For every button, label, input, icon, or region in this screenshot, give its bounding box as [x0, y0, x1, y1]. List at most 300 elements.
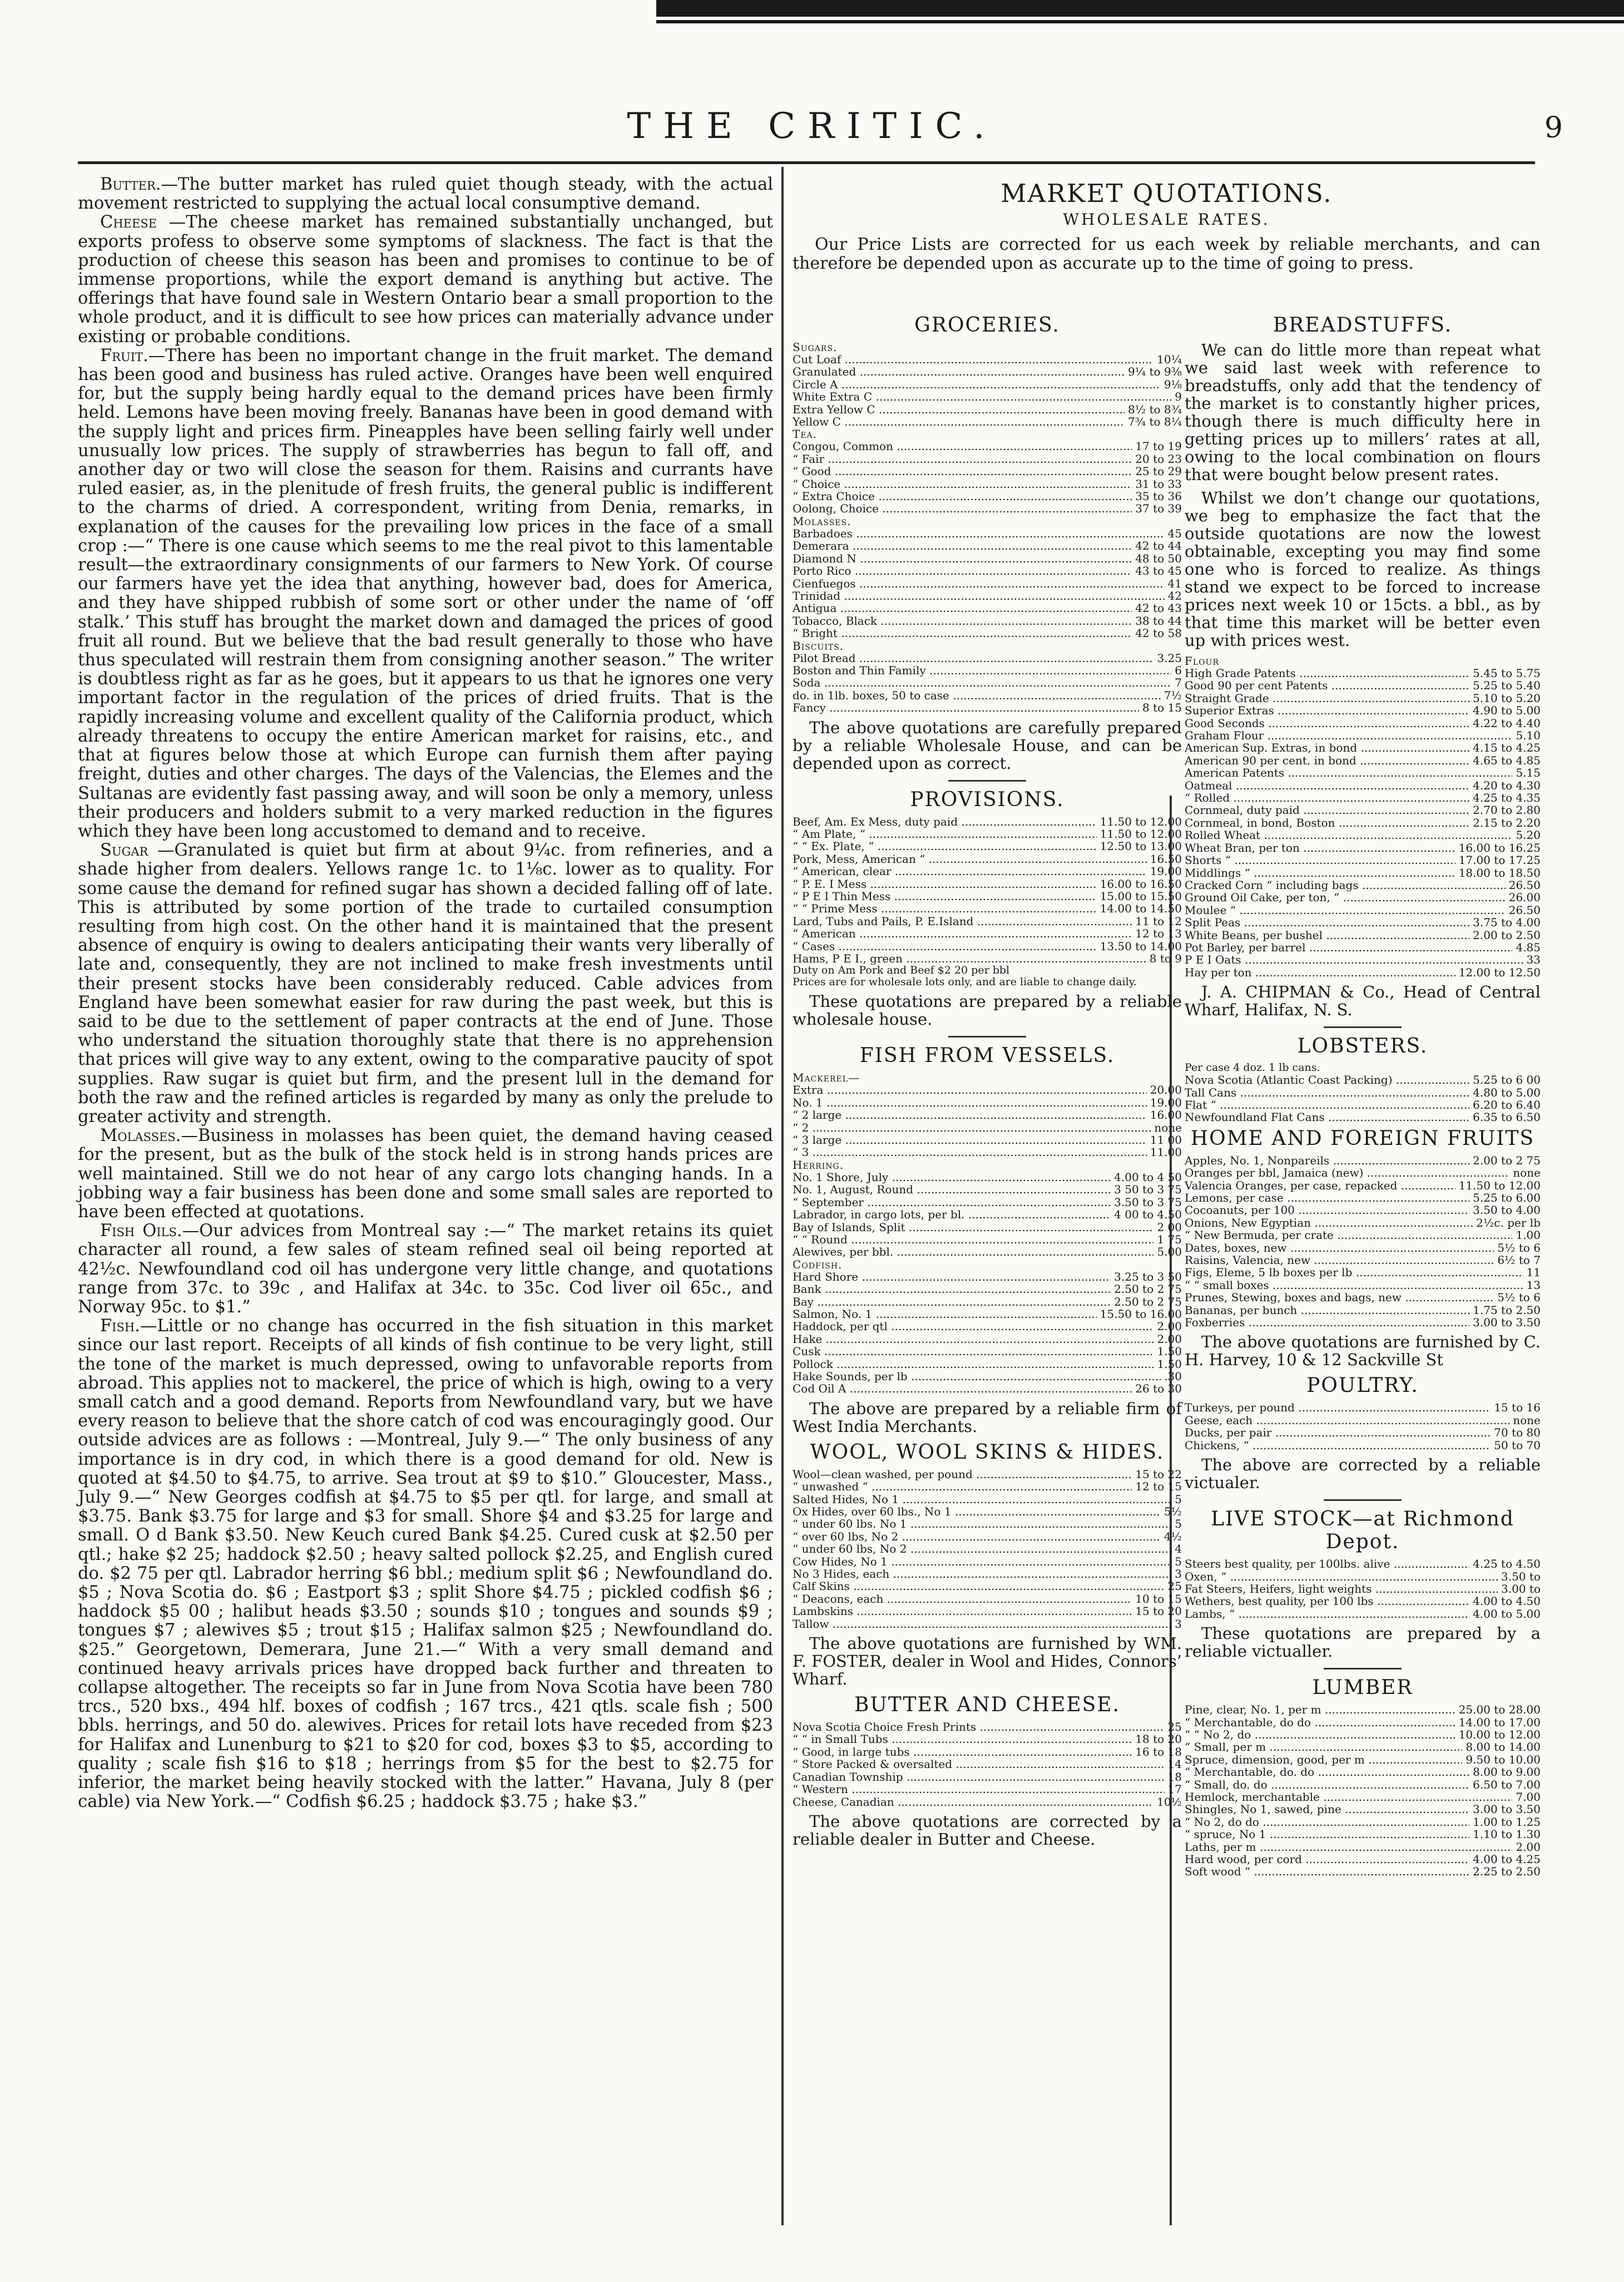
- item-price: 2 00: [1157, 1220, 1182, 1234]
- item-name: Salted Hides, No 1 .....: [793, 1493, 1171, 1505]
- item-price: 5.00: [1157, 1245, 1182, 1259]
- item-price: 31 to 33: [1135, 477, 1182, 491]
- fish-from-vessels-category: Herring.: [793, 1158, 844, 1172]
- item-name: Geese, each .....: [1185, 1414, 1509, 1426]
- groceries-row: [793, 453, 1182, 465]
- item-price: 16.50: [1150, 852, 1182, 866]
- groceries-row: [793, 664, 1182, 676]
- item-name: Congou, Common .....: [793, 440, 1132, 452]
- lumber-row: [1185, 1754, 1541, 1766]
- item-name: Porto Rico .....: [793, 565, 1132, 577]
- lumber-title: LUMBER: [1312, 1676, 1413, 1700]
- butter-and-cheese-row: [793, 1746, 1182, 1758]
- breadstuffs-category: Flour: [1185, 654, 1219, 668]
- home-foreign-fruits-row: [1185, 1279, 1541, 1291]
- item-price: 3.00 to: [1501, 1582, 1541, 1596]
- item-price: 4.25 to 4.50: [1473, 1557, 1541, 1571]
- item-price: none: [1513, 1166, 1541, 1180]
- item-name: Cracked Corn “ including bags .....: [1185, 879, 1506, 891]
- item-name: Pork, Mess, American “ .....: [793, 853, 1147, 865]
- item-price: 3.50 to 3 75: [1114, 1195, 1182, 1209]
- breadstuffs-row: [1185, 779, 1541, 792]
- item-name: Dates, boxes, new .....: [1185, 1242, 1494, 1254]
- item-name: “ unwashed “ .....: [793, 1480, 1132, 1493]
- section-rule: [948, 780, 1026, 782]
- item-name: Fat Steers, Heifers, light weights .....: [1185, 1583, 1498, 1595]
- wool-skins-hides-row: [793, 1568, 1182, 1580]
- item-price: 25.00 to 28.00: [1458, 1703, 1541, 1717]
- groceries-row: [793, 465, 1182, 477]
- middle-column: [793, 312, 1182, 1854]
- item-price: 4½: [1163, 1529, 1182, 1543]
- header-rule: [78, 161, 1535, 164]
- item-price: 10½: [1157, 1795, 1182, 1809]
- provisions-row: [793, 816, 1182, 828]
- item-name: Hake .....: [793, 1333, 1153, 1345]
- live-stock-row: [1185, 1595, 1541, 1607]
- item-price: 10¼: [1157, 353, 1182, 366]
- item-price: 2.70 to 2.80: [1473, 803, 1541, 817]
- groceries-note: The above quotations are carefully prepared by a reliable Wholesale House, and can be depended upon as correct.: [793, 718, 1182, 773]
- item-price: 18.00 to 18.50: [1458, 866, 1541, 880]
- item-price: 7.00: [1516, 1790, 1541, 1804]
- item-name: “ 2 .....: [793, 1122, 1151, 1134]
- item-name: Superior Extras .....: [1185, 704, 1469, 717]
- item-price: 4.25 to 4.35: [1473, 791, 1541, 805]
- item-price: 1.10 to 1.30: [1473, 1827, 1541, 1841]
- breadstuffs-paragraph: We can do little more than repeat what we said last week with reference to breadstuffs, only add that the tendency of the market is to constantly higher prices, though there is much difficulty here in getting prices up to millers’ rates at all, owing to the local combination on flours that were bought below present rates.: [1185, 340, 1541, 484]
- wool-skins-hides-row: [793, 1618, 1182, 1630]
- item-name: “ Good .....: [793, 465, 1132, 477]
- item-price: 1.50: [1157, 1345, 1182, 1359]
- breadstuffs-row: [1185, 929, 1541, 941]
- item-name: Straight Grade .....: [1185, 692, 1469, 704]
- live-stock-title: LIVE STOCK—at Richmond Depot.: [1211, 1508, 1514, 1554]
- lumber-row: [1185, 1828, 1541, 1840]
- breadstuffs-row: [1185, 704, 1541, 717]
- fish-from-vessels-row: [793, 1146, 1182, 1158]
- wool-skins-hides-row: [793, 1605, 1182, 1617]
- item-name: do. in 1lb. boxes, 50 to case .....: [793, 689, 1161, 702]
- item-name: Labrador, in cargo lots, per bl. .....: [793, 1208, 1111, 1221]
- item-price: 8.00 to 9.00: [1473, 1765, 1541, 1779]
- item-price: 26.50: [1508, 903, 1541, 917]
- provisions-row: [793, 940, 1182, 952]
- item-name: “ Merchantable, do do .....: [1185, 1716, 1455, 1728]
- item-price: 43 to 45: [1135, 564, 1182, 578]
- item-price: 2.00 to 2.50: [1473, 928, 1541, 942]
- poultry-title: POULTRY.: [1306, 1374, 1419, 1397]
- item-price: 7½: [1163, 688, 1182, 702]
- fish-from-vessels-row: [793, 1246, 1182, 1258]
- live-stock-row: [1185, 1570, 1541, 1583]
- lobsters-row: [1185, 1074, 1541, 1086]
- butter-and-cheese-row: [793, 1771, 1182, 1783]
- item-name: Oatmeal .....: [1185, 779, 1469, 792]
- provisions-row: [793, 865, 1182, 877]
- lobsters-row: [1185, 1086, 1541, 1099]
- groceries-row: [793, 416, 1182, 428]
- item-price: 8 to 15: [1142, 701, 1182, 715]
- item-price: 9.50 to 10.00: [1465, 1752, 1541, 1766]
- paragraph-text: —Granulated is quiet but firm at about 9¼c. from refineries, and a shade higher from dealers. Yellows range 1c. to 1⅛c. lower as to quality. For some cause the demand for refined sugar has shown a decided falling off of late. This is attributed by some portion of the trade to curtailed consumption resulting from high cost. On the other hand it is maintained that the present absence of enquiry is owing to dealers anticipating their wants very liberally of late and, consequently, they are not inclined to make fresh investments until their present stocks have been considerably reduced. Cable advices from England have been somewhat easier for raw during the past week, but this is said to be due to the settlement of paper contracts at the end of June. Those who understand the situation thoroughly state that there is no apprehension that prices will give way to any extent, owing to the comparative paucity of spot supplies. Raw sugar is quiet but firm, and the present lull in the demand for both the raw and the refined articles is regarded by many as only the prelude to greater activity and strength.: [78, 841, 773, 1127]
- breadstuffs-row: [1185, 742, 1541, 754]
- butter-and-cheese-title: BUTTER AND CHEESE.: [854, 1693, 1120, 1717]
- item-name: Cornmeal, in bond, Boston .....: [1185, 817, 1469, 829]
- item-price: 25: [1167, 1720, 1182, 1734]
- fish-from-vessels-row: [793, 1358, 1182, 1370]
- item-price: 3.25: [1157, 651, 1182, 665]
- wool-skins-hides-row: [793, 1593, 1182, 1605]
- wool-skins-hides-note: The above quotations are furnished by WM. F. FOSTER, dealer in Wool and Hides, Connors’ Wharf.: [793, 1634, 1182, 1689]
- item-price: 5½ to 6: [1497, 1241, 1541, 1254]
- fish-from-vessels-row: [793, 1096, 1182, 1109]
- item-name: Soft wood “ .....: [1185, 1865, 1469, 1878]
- home-foreign-fruits-row: [1185, 1204, 1541, 1216]
- fish-from-vessels-row: [793, 1333, 1182, 1345]
- wool-skins-hides-row: [793, 1468, 1182, 1480]
- breadstuffs-row: [1185, 966, 1541, 979]
- item-price: 6: [1175, 663, 1182, 677]
- lumber-row: [1185, 1741, 1541, 1753]
- item-name: Cut Loaf .....: [793, 353, 1153, 365]
- wool-skins-hides-row: [793, 1518, 1182, 1530]
- item-price: 18 to 20: [1135, 1732, 1182, 1746]
- lumber-row: [1185, 1865, 1541, 1878]
- item-price: 15 to 22: [1135, 1467, 1182, 1481]
- item-name: American Sup. Extras, in bond .....: [1185, 742, 1469, 754]
- breadstuffs-row: [1185, 804, 1541, 816]
- item-price: 12.50 to 13.00: [1100, 839, 1182, 853]
- item-price: 3 50 to 3 75: [1114, 1183, 1182, 1197]
- provisions-row: [793, 915, 1182, 927]
- column-rule-1: [781, 167, 784, 2225]
- groceries-row: [793, 689, 1182, 702]
- groceries-row: [793, 353, 1182, 365]
- item-name: Figs, Eleme, 5 lb boxes per lb .....: [1185, 1266, 1523, 1278]
- item-price: 11.50 to 12.00: [1100, 814, 1182, 828]
- home-foreign-fruits-row: [1185, 1217, 1541, 1229]
- wool-skins-hides-row: [793, 1555, 1182, 1568]
- poultry-section: [1185, 1374, 1541, 1491]
- lumber-row: [1185, 1853, 1541, 1865]
- item-name: Good 90 per cent Patents .....: [1185, 679, 1469, 691]
- item-price: 7¾ to 8¼: [1127, 415, 1182, 429]
- fish-from-vessels-row: [793, 1320, 1182, 1332]
- item-price: 8 to 9: [1149, 952, 1182, 966]
- paragraph-lead: Fish Oils.: [100, 1221, 182, 1241]
- item-name: Extra .....: [793, 1084, 1147, 1096]
- item-name: Nova Scotia (Atlantic Coast Packing) .....: [1185, 1074, 1469, 1086]
- breadstuffs-row: [1185, 729, 1541, 742]
- item-name: Pine, clear, No. 1, per m .....: [1185, 1703, 1455, 1716]
- item-price: 3.75 to 4.00: [1473, 916, 1541, 930]
- item-price: 5.10: [1516, 729, 1541, 743]
- item-name: Good Seconds .....: [1185, 717, 1469, 729]
- fish-from-vessels-row: [793, 1196, 1182, 1208]
- item-name: “ 3 .....: [793, 1146, 1147, 1158]
- item-name: “ P E I Thin Mess .....: [793, 890, 1097, 902]
- item-price: 4.65 to 4.85: [1473, 753, 1541, 767]
- item-name: Pollock .....: [793, 1358, 1153, 1370]
- item-name: Lambs, “ .....: [1185, 1608, 1469, 1620]
- lobsters-row: [1185, 1111, 1541, 1123]
- item-name: Calf Skins .....: [793, 1580, 1165, 1592]
- item-name: Spruce, dimension, good, per m .....: [1185, 1754, 1462, 1766]
- groceries-row: [793, 478, 1182, 490]
- item-price: 3: [1175, 1567, 1182, 1581]
- wool-skins-hides-title: WOOL, WOOL SKINS & HIDES.: [810, 1440, 1165, 1464]
- item-name: Valencia Oranges, per case, repacked .....: [1185, 1179, 1455, 1192]
- poultry-row: [1185, 1414, 1541, 1426]
- item-price: 2.15 to 2.20: [1473, 816, 1541, 829]
- item-name: Foxberries .....: [1185, 1316, 1469, 1328]
- item-name: Circle A .....: [793, 378, 1161, 391]
- provisions-row: [793, 840, 1182, 852]
- item-name: “ “ Prime Mess .....: [793, 902, 1097, 915]
- lumber-row: [1185, 1728, 1541, 1741]
- fish-from-vessels-row: [793, 1221, 1182, 1233]
- item-name: White Extra C .....: [793, 391, 1171, 403]
- breadstuffs-row: [1185, 717, 1541, 729]
- item-price: 6.20 to 6.40: [1473, 1098, 1541, 1112]
- lumber-row: [1185, 1779, 1541, 1791]
- item-price: 4: [1175, 1542, 1182, 1556]
- item-price: 10 to 15: [1135, 1592, 1182, 1606]
- breadstuffs-section: [1185, 314, 1541, 1019]
- item-price: 26 to 30: [1135, 1382, 1182, 1396]
- item-price: 1 75: [1157, 1232, 1182, 1246]
- item-price: 1.00: [1516, 1228, 1541, 1242]
- item-price: 12 to 15: [1135, 1480, 1182, 1494]
- paragraph-text: —The butter market has ruled quiet though steady, with the actual movement restricted to supplying the actual local consumptive demand.: [78, 175, 773, 214]
- groceries-row: [793, 565, 1182, 577]
- item-price: 15.00 to 15.50: [1100, 890, 1182, 903]
- live-stock-row: [1185, 1608, 1541, 1620]
- breadstuffs-title: BREADSTUFFS.: [1273, 314, 1453, 337]
- item-name: “ Fair .....: [793, 453, 1132, 465]
- home-foreign-fruits-row: [1185, 1192, 1541, 1204]
- item-price: 20 to 23: [1135, 452, 1182, 466]
- wool-skins-hides-row: [793, 1580, 1182, 1592]
- breadstuffs-row: [1185, 954, 1541, 966]
- item-price: 70 to 80: [1494, 1426, 1541, 1440]
- item-name: “ Bright .....: [793, 627, 1132, 639]
- home-foreign-fruits-section: [1185, 1127, 1541, 1369]
- item-price: 17 to 19: [1135, 439, 1182, 453]
- item-name: Split Peas .....: [1185, 916, 1469, 928]
- item-price: 42: [1167, 589, 1182, 602]
- groceries-row: [793, 540, 1182, 552]
- item-price: 25 to 29: [1135, 465, 1182, 478]
- live-stock-section: [1185, 1499, 1541, 1660]
- item-name: Lard, Tubs and Pails, P. E.Island .....: [793, 915, 1132, 927]
- item-price: 6.50 to 7.00: [1473, 1777, 1541, 1791]
- groceries-category: Molasses.: [793, 514, 851, 528]
- item-price: 11 00: [1150, 1133, 1182, 1147]
- item-price: 9¼ to 9⅜: [1127, 365, 1182, 379]
- item-name: Trinidad .....: [793, 590, 1165, 602]
- item-name: Fancy .....: [793, 702, 1139, 714]
- wool-skins-hides-row: [793, 1505, 1182, 1518]
- fish-from-vessels-row: [793, 1296, 1182, 1308]
- poultry-row: [1185, 1439, 1541, 1451]
- item-name: “ under 60 lbs, No 2 .....: [793, 1543, 1171, 1555]
- masthead-title: THE CRITIC.: [627, 106, 997, 147]
- breadstuffs-row: [1185, 692, 1541, 704]
- item-name: Wheat Bran, per ton .....: [1185, 842, 1455, 854]
- item-name: “ Deacons, each .....: [793, 1593, 1132, 1605]
- breadstuffs-row: [1185, 817, 1541, 829]
- groceries-title: GROCERIES.: [914, 314, 1060, 337]
- item-price: .30: [1164, 1369, 1182, 1383]
- item-name: “ New Bermuda, per crate .....: [1185, 1229, 1512, 1241]
- item-price: 1.75 to 2.50: [1473, 1303, 1541, 1317]
- fish-from-vessels-row: [793, 1370, 1182, 1382]
- fish-from-vessels-category: Codfish.: [793, 1257, 843, 1271]
- item-name: Cheese, Canadian .....: [793, 1796, 1153, 1808]
- item-name: “ Merchantable, do. do .....: [1185, 1766, 1469, 1778]
- item-name: Wool—clean washed, per pound .....: [793, 1468, 1132, 1480]
- home-foreign-fruits-note: The above quotations are furnished by C. H. Harvey, 10 & 12 Sackville St: [1185, 1332, 1541, 1370]
- item-name: Tall Cans .....: [1185, 1086, 1469, 1099]
- item-price: 4.20 to 4.30: [1473, 778, 1541, 792]
- butter-and-cheese-row: [793, 1758, 1182, 1770]
- provisions-row: [793, 853, 1182, 865]
- wool-skins-hides-row: [793, 1530, 1182, 1543]
- breadstuffs-note: J. A. CHIPMAN & Co., Head of Central Wharf, Halifax, N. S.: [1185, 982, 1541, 1020]
- article-paragraph: [78, 213, 773, 346]
- item-name: Onions, New Egyptian .....: [1185, 1217, 1473, 1229]
- item-price: 16.00: [1150, 1108, 1182, 1122]
- item-name: Chickens, “ .....: [1185, 1439, 1491, 1451]
- item-name: Yellow C .....: [793, 416, 1125, 428]
- item-name: Wethers, best quality, per 100 lbs .....: [1185, 1595, 1469, 1607]
- wool-skins-hides-row: [793, 1493, 1182, 1505]
- item-price: 11.00: [1150, 1145, 1182, 1159]
- breadstuffs-row: [1185, 767, 1541, 779]
- item-price: 42 to 58: [1135, 626, 1182, 640]
- section-rule: [948, 1036, 1026, 1038]
- item-price: 5.10 to 5.20: [1473, 691, 1541, 705]
- groceries-row: [793, 490, 1182, 502]
- butter-and-cheese-note: The above quotations are corrected by a reliable dealer in Butter and Cheese.: [793, 1811, 1182, 1849]
- butter-and-cheese-row: [793, 1721, 1182, 1733]
- item-name: Bananas, per bunch .....: [1185, 1304, 1469, 1316]
- live-stock-row: [1185, 1558, 1541, 1570]
- top-border-thin: [656, 20, 1624, 23]
- item-name: “ Extra Choice .....: [793, 490, 1132, 502]
- item-name: Cienfuegos .....: [793, 577, 1165, 590]
- item-price: 9: [1175, 390, 1182, 404]
- item-price: 8.00 to 14.00: [1465, 1740, 1541, 1754]
- item-name: Extra Yellow C .....: [793, 403, 1125, 416]
- fish-from-vessels-row: [793, 1208, 1182, 1221]
- live-stock-note: These quotations are prepared by a reliable victualler.: [1185, 1624, 1541, 1661]
- item-name: Ox Hides, over 60 lbs., No 1 .....: [793, 1505, 1161, 1518]
- item-name: Cornmeal, duty paid .....: [1185, 804, 1469, 816]
- item-price: 41: [1167, 576, 1182, 590]
- item-price: 5: [1175, 1492, 1182, 1506]
- home-foreign-fruits-row: [1185, 1179, 1541, 1192]
- item-name: “ “ Ex. Plate, “ .....: [793, 840, 1097, 852]
- lobsters-row: [1185, 1099, 1541, 1111]
- item-name: Hard wood, per cord .....: [1185, 1853, 1469, 1865]
- poultry-row: [1185, 1426, 1541, 1439]
- market-quotations-title: MARKET QUOTATIONS.: [1001, 179, 1333, 208]
- groceries-row: [793, 403, 1182, 416]
- groceries-row: [793, 391, 1182, 403]
- paragraph-lead: Fish.: [100, 1316, 140, 1336]
- item-name: Diamond N .....: [793, 552, 1132, 565]
- groceries-row: [793, 702, 1182, 714]
- item-name: Oranges per bbl, Jamaica (new) .....: [1185, 1167, 1509, 1179]
- item-name: American Patents .....: [1185, 767, 1512, 779]
- fish-from-vessels-row: [793, 1233, 1182, 1246]
- home-foreign-fruits-row: [1185, 1316, 1541, 1328]
- provisions-small-note: Prices are for wholesale lots only, and are liable to change daily.: [793, 976, 1137, 989]
- item-name: Pot Barley, per barrel .....: [1185, 941, 1512, 954]
- butter-and-cheese-row: [793, 1733, 1182, 1745]
- breadstuffs-row: [1185, 842, 1541, 854]
- item-name: “ Good, in large tubs .....: [793, 1746, 1132, 1758]
- item-name: “ Store Packed & oversalted .....: [793, 1758, 1165, 1770]
- lumber-section: [1185, 1668, 1541, 1878]
- lobsters-subtitle: Per case 4 doz. 1 lb cans.: [1185, 1061, 1320, 1074]
- item-price: 12 to 13: [1135, 927, 1182, 941]
- item-price: 11 to 12: [1135, 914, 1182, 928]
- groceries-row: [793, 440, 1182, 452]
- item-price: 4.15 to 4.25: [1473, 741, 1541, 755]
- provisions-row: [793, 927, 1182, 940]
- item-name: “ 2 large .....: [793, 1109, 1147, 1121]
- item-price: 16.00 to 16.25: [1458, 841, 1541, 854]
- lumber-row: [1185, 1766, 1541, 1778]
- item-price: 37 to 39: [1135, 502, 1182, 516]
- item-name: Laths, per m .....: [1185, 1841, 1512, 1853]
- item-price: 3: [1175, 1617, 1182, 1631]
- item-name: Newfoundland Flat Cans .....: [1185, 1111, 1469, 1123]
- home-foreign-fruits-row: [1185, 1229, 1541, 1241]
- item-price: 2.50 to 2 75: [1114, 1282, 1182, 1296]
- item-name: Bay of Islands, Split .....: [793, 1221, 1153, 1233]
- article-paragraph: [78, 1317, 773, 1811]
- fish-from-vessels-row: [793, 1171, 1182, 1183]
- item-price: 11.50 to 12.00: [1100, 827, 1182, 841]
- item-name: Oolong, Choice .....: [793, 502, 1132, 515]
- item-name: Apples, No. 1, Nonpareils .....: [1185, 1154, 1469, 1167]
- item-price: 9⅛: [1163, 377, 1182, 391]
- item-price: 17: [1167, 1782, 1182, 1796]
- breadstuffs-row: [1185, 916, 1541, 928]
- item-price: 16.00 to 16.50: [1100, 877, 1182, 891]
- item-name: Rolled Wheat .....: [1185, 829, 1512, 841]
- section-rule: [1324, 1499, 1402, 1501]
- item-price: 2.00: [1516, 1840, 1541, 1854]
- paragraph-text: —Business in molasses has been quiet, the demand having ceased for the present, but as the bulk of the stock held is in strong hands prices are well maintained. Still we do not hear of any cargo lots changing hands. In a jobbing way a fair business has been done and some small sales are reported to have been effected at quotations.: [78, 1126, 773, 1222]
- home-foreign-fruits-title: HOME AND FOREIGN FRUITS: [1190, 1127, 1535, 1150]
- groceries-row: [793, 378, 1182, 391]
- item-price: 3.25 to 3 50: [1114, 1270, 1182, 1283]
- item-price: 1.50: [1157, 1357, 1182, 1371]
- groceries-row: [793, 577, 1182, 590]
- provisions-row: [793, 902, 1182, 915]
- item-price: 8½ to 8¾: [1127, 402, 1182, 416]
- provisions-row: [793, 828, 1182, 840]
- item-name: “ Am Plate, “ .....: [793, 828, 1097, 840]
- item-name: Haddock, per qtl .....: [793, 1320, 1153, 1332]
- breadstuffs-row: [1185, 891, 1541, 903]
